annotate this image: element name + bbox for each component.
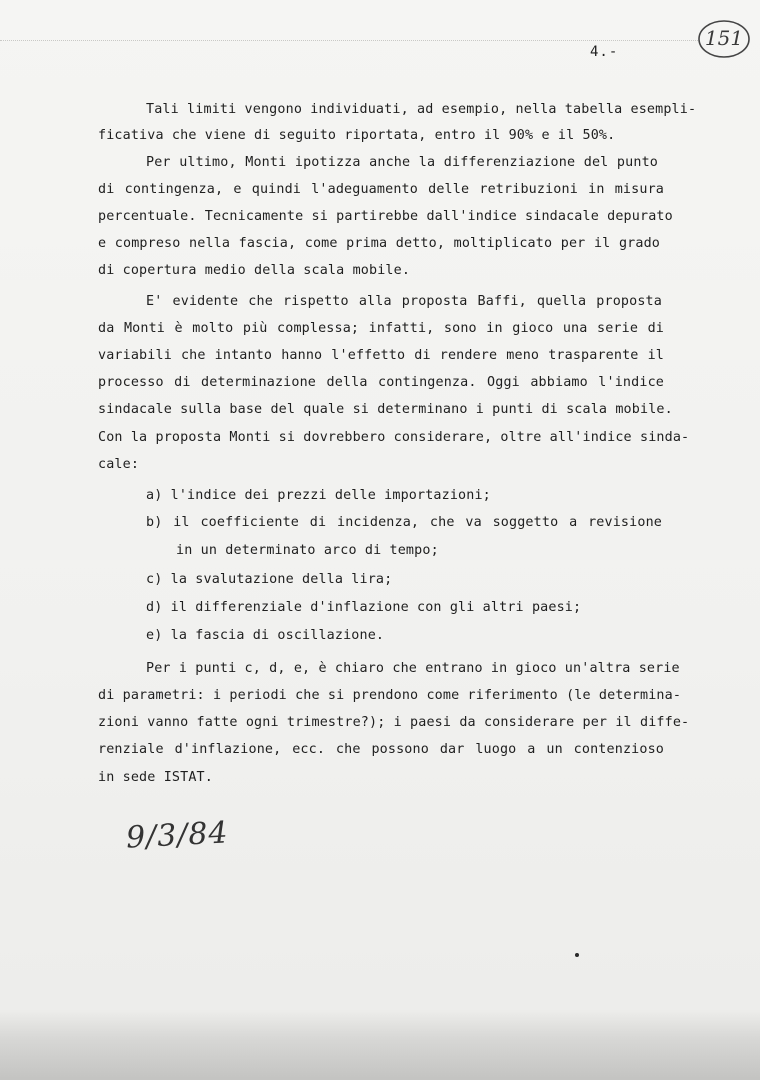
scan-edge-shadow xyxy=(0,1010,760,1080)
text-line: percentuale. Tecnicamente si partirebbe dall'indice sindacale depurato xyxy=(98,209,673,224)
text-line: di copertura medio della scala mobile. xyxy=(98,263,411,278)
list-item: c) la svalutazione della lira; xyxy=(146,572,393,587)
page-stamp xyxy=(697,18,751,60)
text-line: di parametri: i periodi che si prendono come riferimento (le determina- xyxy=(98,688,682,703)
page-number: 4.- xyxy=(590,44,619,60)
text-line: variabili che intanto hanno l'effetto di rendere meno trasparente il xyxy=(98,348,664,363)
text-line: Con la proposta Monti si dovrebbero considerare, oltre all'indice sinda- xyxy=(98,430,690,445)
stamp-number: 151 xyxy=(704,26,744,50)
text-line: Per i punti c, d, e, è chiaro che entrano in gioco un'altra serie xyxy=(146,661,680,676)
text-line: processo di determinazione della contingenza. Oggi abbiamo l'indice xyxy=(98,375,664,390)
text-line: ficativa che viene di seguito riportata, entro il 90% e il 50%. xyxy=(98,128,616,143)
list-item: d) il differenziale d'inflazione con gli altri paesi; xyxy=(146,600,582,615)
text-line: zioni vanno fatte ogni trimestre?); i paesi da considerare per il diffe- xyxy=(98,715,690,730)
text-line: in sede ISTAT. xyxy=(98,770,213,785)
text-line: renziale d'inflazione, ecc. che possono dar luogo a un contenzioso xyxy=(98,742,664,757)
text-line: sindacale sulla base del quale si determinano i punti di scala mobile. xyxy=(98,402,673,417)
list-item-continuation: in un determinato arco di tempo; xyxy=(176,543,439,558)
text-line: e compreso nella fascia, come prima detto, moltiplicato per il grado xyxy=(98,236,660,251)
text-line: E' evidente che rispetto alla proposta Baffi, quella proposta xyxy=(146,294,662,309)
text-line: Tali limiti vengono individuati, ad esempio, nella tabella esempli- xyxy=(146,102,697,117)
ink-speck xyxy=(575,953,579,957)
text-line: di contingenza, e quindi l'adeguamento delle retribuzioni in misura xyxy=(98,182,664,197)
scan-dotted-line xyxy=(0,40,700,41)
list-item: a) l'indice dei prezzi delle importazioni; xyxy=(146,488,491,503)
text-line: Per ultimo, Monti ipotizza anche la differenziazione del punto xyxy=(146,155,658,170)
handwritten-date: 9/3/84 xyxy=(125,815,230,856)
text-line: da Monti è molto più complessa; infatti, sono in gioco una serie di xyxy=(98,321,664,336)
list-item: e) la fascia di oscillazione. xyxy=(146,628,385,643)
text-line: cale: xyxy=(98,457,140,472)
list-item: b) il coefficiente di incidenza, che va soggetto a revisione xyxy=(146,515,662,530)
